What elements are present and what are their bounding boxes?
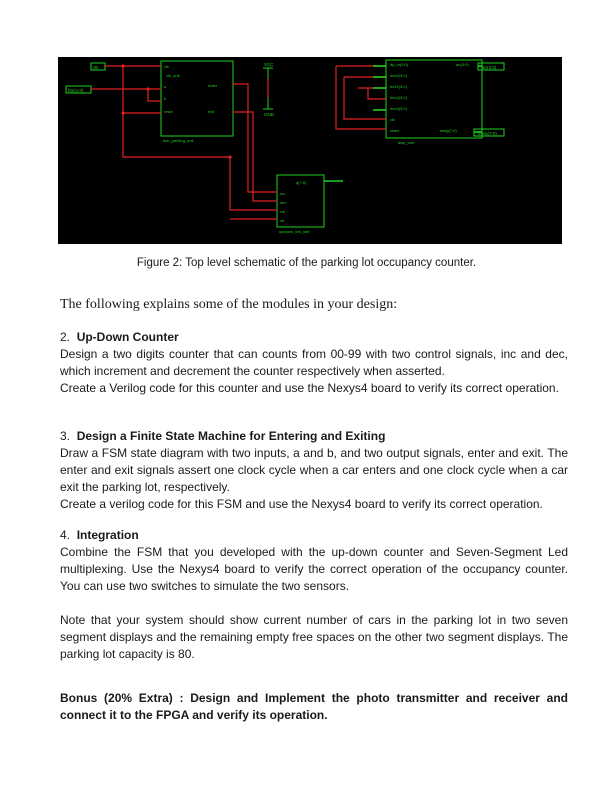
bonus-section (60, 690, 568, 724)
display-port-sseg: sseg(7:0) (440, 128, 457, 133)
section-number: 2. (60, 330, 71, 344)
section-paragraph: Note that your system should show current number of cars in the parking lot in two seven segment displays and the remaining empty free spaces on the other two segment displays. The parking lot capacity is 80. (60, 613, 568, 661)
counter-port-rst: rst (280, 218, 285, 223)
section-title: Integration (76, 528, 139, 542)
display-port-hex1: hex1(3:0) (390, 84, 407, 89)
display-port-an: an(3:0) (456, 62, 469, 67)
counter-block-label: updown_cnt_unit (279, 229, 310, 234)
section-number: 3. (60, 429, 71, 443)
section-paragraph: Combine the FSM that you developed with the up-down counter and Seven-Segment Led multiplexing. Use the Nexys4 board to verify the correct operation of the occupancy counter. You can use two switches to simulate the two sensors. (60, 545, 568, 593)
display-port-hex0: hex0(3:0) (390, 73, 407, 78)
section-paragraph: Create a verilog code for this FSM and use the Nexys4 board to verify its correct operation. (60, 497, 543, 511)
section-paragraph: Design a two digits counter that can counts from 00-99 with two control signals, inc and dec, which increment and decrement the counter respectively when asserted. (60, 347, 568, 378)
display-port-hex3: hex3(3:0) (390, 106, 407, 111)
fsm-port-exit: exit (208, 109, 215, 114)
display-port-dp: dp_in(3:0) (390, 62, 409, 67)
figure-caption: Figure 2: Top level schematic of the parking lot occupancy counter. (136, 257, 477, 269)
input-port-btn-label: btn(1:0) (68, 88, 84, 93)
counter-port-q: q(7:0) (296, 180, 307, 185)
section-up-down-counter (60, 329, 568, 397)
fsm-port-b: b (164, 96, 167, 101)
bonus-text: Bonus (20% Extra) : Design and Implement the photo transmitter and receiver and connect it to the FPGA and verify its operation. (60, 691, 568, 722)
section-paragraph: Draw a FSM state diagram with two inputs, a and b, and two output signals, enter and exit. The enter and exit signals assert one clock cycle when a car enters and one clock cycle when a car exit the parking lot, respectively. (60, 446, 568, 494)
fsm-port-enter: enter (208, 83, 218, 88)
display-port-hex2: hex2(3:0) (390, 95, 407, 100)
section-number: 4. (60, 528, 71, 542)
fsm-port-rst: reset (164, 109, 173, 114)
gnd-label: GND (264, 112, 274, 117)
section-integration (60, 527, 568, 663)
output-port-sseg-label: sseg(7:0) (478, 131, 497, 136)
display-port-clk: clk (390, 117, 395, 122)
schematic-figure (58, 57, 562, 244)
section-title: Design a Finite State Machine for Entering and Exiting (76, 429, 386, 443)
fsm-block-label: fsm_parking_unit (163, 138, 194, 143)
fsm-port-a: a (164, 84, 167, 89)
counter-port-inc: inc (280, 191, 286, 196)
junction-dots (121, 64, 231, 158)
output-port-an-label: an(3:0) (482, 65, 497, 70)
display-port-reset: reset (390, 128, 399, 133)
red-wires (91, 66, 386, 219)
counter-port-dec: dec (280, 200, 287, 205)
section-spacer (60, 595, 568, 612)
counter-port-clk: clk (280, 209, 285, 214)
section-paragraph: Create a Verilog code for this counter and use the Nexys4 board to verify its correct operation. (60, 381, 559, 395)
section-title: Up-Down Counter (76, 330, 179, 344)
intro-text: The following explains some of the modules in your design: (60, 297, 398, 312)
fsm-port-clk: clk (164, 64, 169, 69)
fsm-clk-unit-label: clk_unit (166, 73, 180, 78)
display-block-label: disp_unit (398, 140, 415, 145)
vcc-label: VCC (264, 62, 274, 67)
section-fsm (60, 428, 568, 513)
input-port-clk-label: clk (93, 65, 99, 70)
